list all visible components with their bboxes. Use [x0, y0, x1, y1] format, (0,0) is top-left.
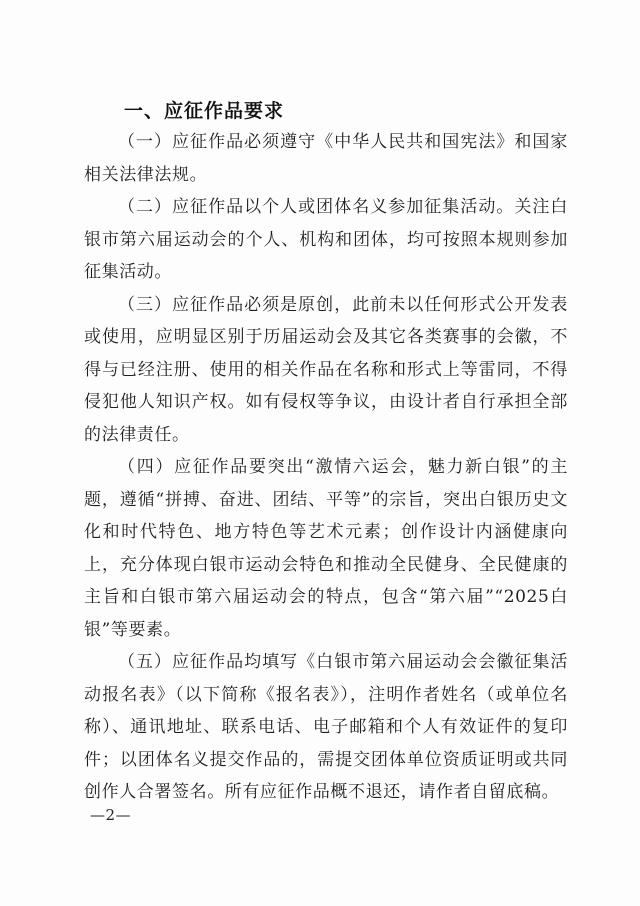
section-heading: 一、应征作品要求 — [124, 100, 285, 122]
paragraph-5: （五）应征作品均填写《白银市第六届运动会会徽征集活动报名表》（以下简称《报名表》），注明作者姓名（或单位名称）、通讯地址、联系电话、电子邮箱和个人有效证件的复印件；以团体名义提交作品的，需提交团体单位资质证明或共同创作人合署签名。所有应征作品概不退还，请作者自留底稿。 — [84, 652, 568, 802]
paragraph-3: （三）应征作品必须是原创，此前未以任何形式公开发表或使用，应明显区别于历届运动会及其它各类赛事的会徽，不得与已经注册、使用的相关作品在名称和形式上等雷同，不得侵犯他人知识产权。如有侵权等争议，由设计者自行承担全部的法律责任。 — [84, 294, 568, 445]
page-number: —2— — [90, 806, 132, 824]
body-text — [84, 126, 568, 809]
paragraph-4: （四）应征作品要突出“激情六运会，魅力新白银”的主题，遵循“拼搏、奋进、团结、平等”的宗旨，突出白银历史文化和时代特色、地方特色等艺术元素；创作设计内涵健康向上，充分体现白银市运动会特色和推动全民健身、全民健康的主旨和白银市第六届运动会的特点，包含“第六届”“2025白银”等要素。 — [84, 457, 568, 640]
paragraph-1: （一）应征作品必须遵守《中华人民共和国宪法》和国家相关法律法规。 — [84, 132, 568, 185]
paragraph-2: （二）应征作品以个人或团体名义参加征集活动。关注白银市第六届运动会的个人、机构和团体，均可按照本规则参加征集活动。 — [84, 197, 568, 282]
